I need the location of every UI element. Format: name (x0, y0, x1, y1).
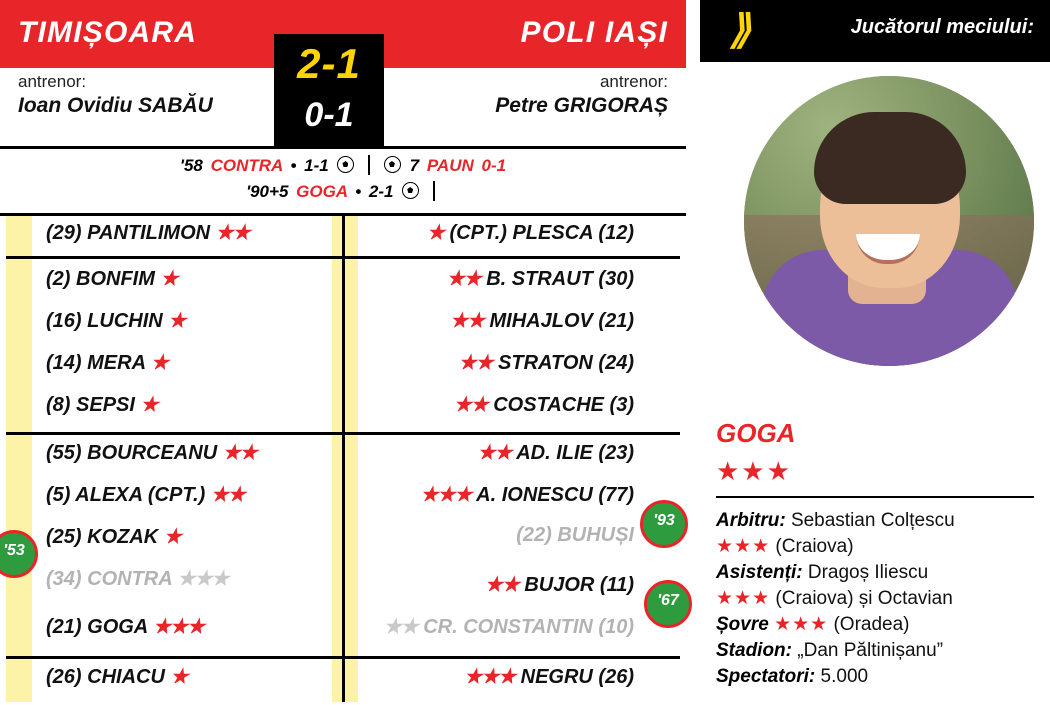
lineup-row-home (46, 524, 336, 565)
referee-label: Arbitru: (716, 510, 786, 531)
referee-name: Sebastian Colțescu (790, 510, 955, 531)
photo-eye-right (904, 188, 922, 195)
player-rating: ★ (160, 268, 178, 290)
player-name: CHIACU (87, 666, 165, 688)
man-of-the-match-panel (700, 0, 1050, 700)
player-number: (77) (598, 484, 634, 506)
spectators-line (716, 664, 1046, 689)
assistants-line (716, 560, 1046, 585)
assistant-2-city: (Oradea) (833, 614, 910, 635)
player-rating: ★★★ (420, 484, 472, 506)
lineup-row-home (46, 392, 336, 433)
away-coach-label: antrenor: (599, 72, 668, 91)
player-name: CONTRA (87, 568, 172, 590)
player-name: B. STRAUT (486, 268, 593, 290)
goal-running-score-home-1: 1-1 (304, 156, 329, 175)
player-name: (CPT.) PLESCA (449, 222, 593, 244)
home-coach-block (18, 72, 213, 118)
photo-eye-left (848, 188, 866, 195)
referee-rating: ★★★ (716, 536, 771, 557)
assistant-2-line (716, 612, 1046, 637)
player-rating: ★ (163, 526, 181, 548)
player-number: (23) (598, 442, 634, 464)
stadium-line (716, 638, 1046, 663)
player-number: (2) (46, 268, 71, 290)
player-name: PANTILIMON (87, 222, 211, 244)
player-name: SEPSI (76, 394, 135, 416)
lineup-row-away (352, 350, 634, 391)
lineup-row-home (46, 482, 336, 523)
player-rating: ★ (140, 394, 158, 416)
lineup-row-away-subbed (352, 524, 634, 565)
motm-header-label: Jucătorul meciului: (850, 16, 1034, 38)
player-name: BOURCEANU (87, 442, 218, 464)
goal-event-row-2 (0, 181, 686, 202)
assistant-1-name: Dragoș Iliescu (807, 562, 929, 583)
player-name: BUHUȘI (557, 524, 634, 546)
player-name: MERA (87, 352, 146, 374)
stadium-name: „Dan Păltinișanu” (797, 640, 944, 661)
away-team-name: POLI IAȘI (520, 16, 668, 49)
spectators-label: Spectatori: (716, 666, 816, 687)
bullet-separator: • (355, 182, 362, 201)
assistant-2-rating: ★★★ (774, 614, 829, 635)
goal-scorer-home-2: GOGA (296, 182, 348, 201)
player-rating: ★★ (446, 268, 481, 290)
player-name: AD. ILIE (516, 442, 593, 464)
player-number: (21) (46, 616, 82, 638)
player-rating: ★★★ (464, 666, 516, 688)
player-name: NEGRU (520, 666, 593, 688)
player-name: BONFIM (76, 268, 155, 290)
player-number: (34) (46, 568, 82, 590)
football-icon (384, 156, 401, 173)
referee-rating-line (716, 534, 1046, 559)
lineup-row-away-subbed (352, 614, 634, 655)
lineup-row-away (352, 266, 634, 307)
player-rating: ★ (170, 666, 188, 688)
player-rating: ★★ (222, 442, 257, 464)
player-rating: ★ (150, 352, 168, 374)
spectators-value: 5.000 (820, 666, 869, 687)
player-rating: ★★ (477, 442, 512, 464)
lineup-row-home (46, 664, 336, 705)
goal-running-score-home-2: 2-1 (368, 182, 394, 201)
player-rating: ★ (168, 310, 186, 332)
referee-city: (Craiova) (775, 536, 854, 557)
player-number: (29) (46, 222, 82, 244)
section-divider (716, 496, 1034, 498)
player-number: (12) (598, 222, 634, 244)
player-number: (22) (516, 524, 552, 546)
home-position-strip (6, 216, 32, 702)
lineup-row-home (46, 350, 336, 391)
home-team-name: TIMIȘOARA (18, 16, 198, 49)
player-name: ALEXA (CPT.) (75, 484, 206, 506)
player-number: (26) (46, 666, 82, 688)
lineup-row-away (352, 572, 634, 613)
motm-player-photo (744, 76, 1034, 366)
photo-hair (814, 112, 966, 204)
assistant-1-city: (Craiova) și Octavian (775, 588, 953, 609)
goal-running-score-away-1: 0-1 (481, 156, 507, 175)
lineup-row-home (46, 308, 336, 349)
goal-minute-away-1: 7 (409, 156, 420, 175)
player-number: (16) (46, 310, 82, 332)
double-chevron-icon: ⟫ (728, 8, 746, 52)
player-number: (24) (598, 352, 634, 374)
final-score: 2-1 (297, 40, 361, 87)
player-name: A. IONESCU (476, 484, 593, 506)
lineups-area (0, 216, 686, 702)
player-rating: ★★ (484, 574, 519, 596)
player-number: (10) (598, 616, 634, 638)
lineup-row-away (352, 664, 634, 705)
goal-events-strip (0, 149, 686, 216)
goal-minute-home-1: '58 (179, 156, 203, 175)
scoreboard (274, 34, 384, 146)
stadium-label: Stadion: (716, 640, 792, 661)
player-name: COSTACHE (493, 394, 604, 416)
events-divider (368, 155, 370, 175)
bullet-separator: • (290, 156, 297, 175)
player-rating: ★★ (383, 616, 418, 638)
lineup-row-away (352, 392, 634, 433)
player-name: BUJOR (524, 574, 595, 596)
player-name: LUCHIN (87, 310, 163, 332)
lineup-row-away (352, 308, 634, 349)
player-number: (25) (46, 526, 82, 548)
assistant-2-name: Șovre (716, 614, 769, 635)
halftime-score: 0-1 (304, 96, 354, 134)
lineup-row-home (46, 220, 336, 261)
lineup-row-home (46, 614, 336, 655)
lineup-row-away (352, 220, 634, 261)
lineup-row-away (352, 440, 634, 481)
player-number: (21) (598, 310, 634, 332)
player-number: (8) (46, 394, 71, 416)
lineup-row-home (46, 266, 336, 307)
player-number: (30) (598, 268, 634, 290)
goal-event-row-1 (0, 155, 686, 176)
officials-block (716, 508, 1046, 690)
lineup-row-home-subbed (46, 566, 336, 607)
player-number: (3) (609, 394, 634, 416)
goal-minute-home-2: '90+5 (246, 182, 289, 201)
player-rating: ★★ (453, 394, 488, 416)
lineup-divider (6, 656, 680, 659)
football-icon (402, 182, 419, 199)
player-rating: ★★ (215, 222, 250, 244)
player-rating: ★ (427, 222, 444, 244)
goal-scorer-away-1: PAUN (426, 156, 474, 175)
player-number: (5) (46, 484, 71, 506)
home-coach-label: antrenor: (18, 72, 87, 91)
player-name: CR. CONSTANTIN (423, 616, 593, 638)
goal-scorer-home-1: CONTRA (210, 156, 283, 175)
lineup-row-away (352, 482, 634, 523)
football-icon (337, 156, 354, 173)
player-name: KOZAK (87, 526, 159, 548)
player-rating: ★★ (458, 352, 493, 374)
player-name: STRATON (498, 352, 593, 374)
lineups-center-divider (342, 216, 345, 702)
away-coach-block (495, 72, 668, 118)
player-name: GOGA (87, 616, 148, 638)
player-name: MIHAJLOV (489, 310, 593, 332)
player-number: (14) (46, 352, 82, 374)
player-number: (11) (599, 574, 634, 596)
motm-player-rating: ★★★ (716, 456, 792, 486)
assistant-1-rating-line (716, 586, 1046, 611)
lineup-row-home (46, 440, 336, 481)
substitution-badge-away: '67 (644, 580, 692, 628)
referee-line (716, 508, 1046, 533)
events-divider (433, 181, 435, 201)
substitution-badge-home: '53 (0, 530, 38, 578)
away-coach-name: Petre GRIGORAȘ (495, 94, 668, 117)
player-rating: ★★ (210, 484, 245, 506)
player-number: (26) (598, 666, 634, 688)
player-rating: ★★ (450, 310, 484, 332)
player-rating: ★★★ (177, 568, 229, 590)
player-rating: ★★★ (153, 616, 204, 638)
player-number: (55) (46, 442, 82, 464)
assistants-label: Asistenți: (716, 562, 803, 583)
motm-header (700, 0, 1050, 62)
assistant-1-rating: ★★★ (716, 588, 771, 609)
motm-player-name: GOGA (716, 418, 796, 448)
substitution-badge-away: '93 (640, 500, 688, 548)
home-coach-name: Ioan Ovidiu SABĂU (18, 94, 213, 117)
